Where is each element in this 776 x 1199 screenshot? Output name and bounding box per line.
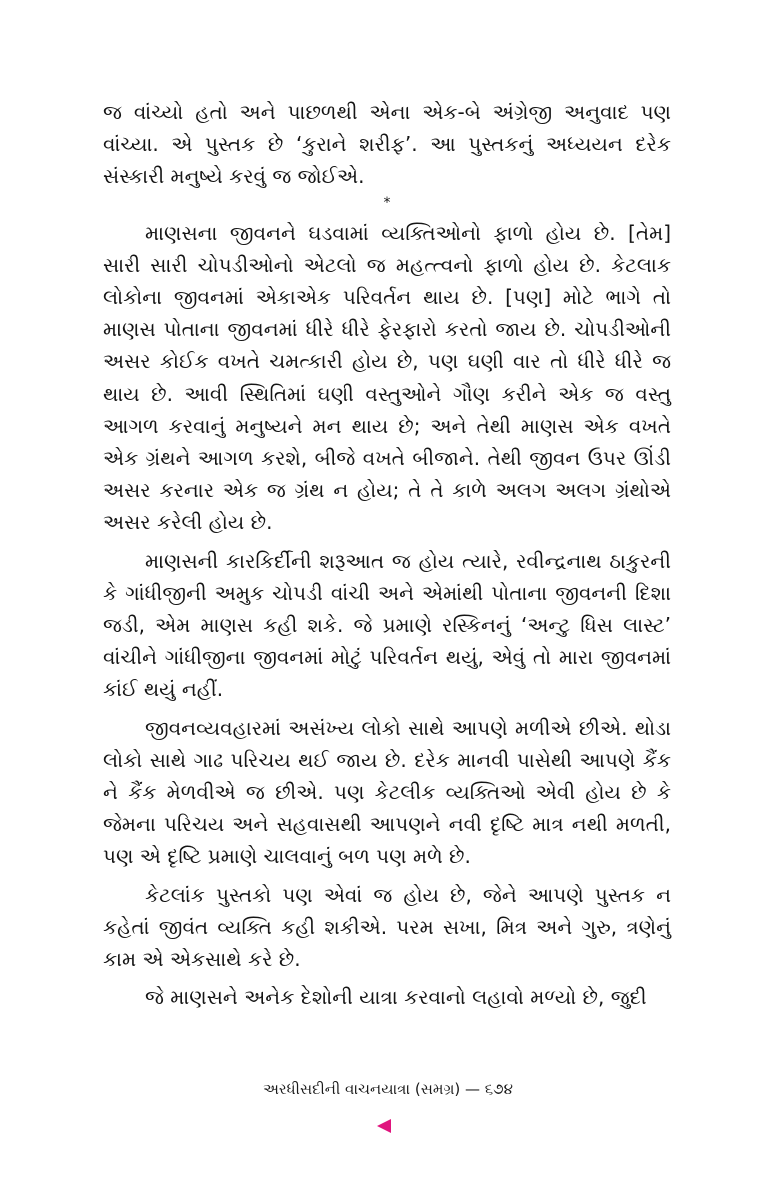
previous-page-arrow-icon[interactable]	[377, 1119, 391, 1133]
paragraph: કેટલાંક પુસ્તકો પણ એવાં જ હોય છે, જેને આપણે પુસ્તક ન કહેતાં જીવંત વ્યક્તિ કહી શકીએ. પરમ સખા, મિત્ર અને ગુરુ, ત્રણેનું કામ એ એકસાથે કરે છે.	[103, 882, 671, 972]
paragraph: જીવનવ્યવહારમાં અસંખ્ય લોકો સાથે આપણે મળીએ છીએ. થોડા લોકો સાથે ગાઢ પરિચય થઈ જાય છે. દરેક માનવી પાસેથી આપણે કૈંક ને કૈંક મેળવીએ જ છીએ. પણ કેટલીક વ્યક્તિઓ એવી હોય છે કે જેમના પરિચય અને સહવાસથી આપણને નવી દૃષ્ટિ માત્ર નથી મળતી, પણ એ દૃષ્ટિ પ્રમાણે ચાલવાનું બળ પણ મળે છે.	[103, 715, 671, 869]
page-footer: અરધીસદીની વાચનયાત્રા (સમગ્ર) — ૬૭૪	[263, 1080, 513, 1098]
paragraph: માણસની કારકિર્દીની શરૂઆત જ હોય ત્યારે, રવીન્દ્રનાથ ઠાકુરની કે ગાંધીજીની અમુક ચોપડી વાંચી અને એમાંથી પોતાના જીવનની દિશા જડી, એમ માણસ કહી શકે. જે પ્રમાણે રસ્કિનનું ‘અન્ટુ ધિસ લાસ્ટ’ વાંચીને ગાંધીજીના જીવનમાં મોટું પરિવર્તન થયું, એવું તો મારા જીવનમાં કાંઈ થયું નહીં.	[103, 548, 671, 702]
paragraph: જે માણસને અનેક દેશોની યાત્રા કરવાનો લહાવો મળ્યો છે, જુદી	[145, 985, 647, 1010]
paragraph: માણસના જીવનને ઘડવામાં વ્યક્તિઓનો ફાળો હોય છે. [તેમ] સારી સારી ચોપડીઓનો એટલો જ મહત્ત્વનો ફાળો હોય છે. કેટલાક લોકોના જીવનમાં એકાએક પરિવર્તન થાય છે. [પણ] મોટે ભાગે તો માણસ પોતાના જીવનમાં ધીરે ધીરે ફેરફારો કરતો જાય છે. ચોપડીઓની અસર કોઈક વખતે ચમત્કારી હોય છે, પણ ઘણી વાર તો ધીરે ધીરે જ થાય છે. આવી સ્થિતિમાં ઘણી વસ્તુઓને ગૌણ કરીને એક જ વસ્તુ આગળ કરવાનું મનુષ્યને મન થાય છે; અને તેથી માણસ એક વખતે એક ગ્રંથને આગળ કરશે, બીજે વખતે બીજાને. તેથી જીવન ઉપર ઊંડી અસર કરનાર એક જ ગ્રંથ ન હોય; તે તે કાળે અલગ અલગ ગ્રંથોએ અસર કરેલી હોય છે.	[103, 220, 671, 535]
section-separator: *	[383, 194, 391, 211]
paragraph-continued: જ વાંચ્યો હતો અને પાછળથી એના એક-બે અંગ્રેજી અનુવાદ પણ વાંચ્યા. એ પુસ્તક છે ‘કુરાને શરીફ’. આ પુસ્તકનું અધ્યયન દરેક સંસ્કારી મનુષ્યે કરવું જ જોઈએ.	[103, 100, 671, 189]
page-body	[103, 96, 671, 1013]
